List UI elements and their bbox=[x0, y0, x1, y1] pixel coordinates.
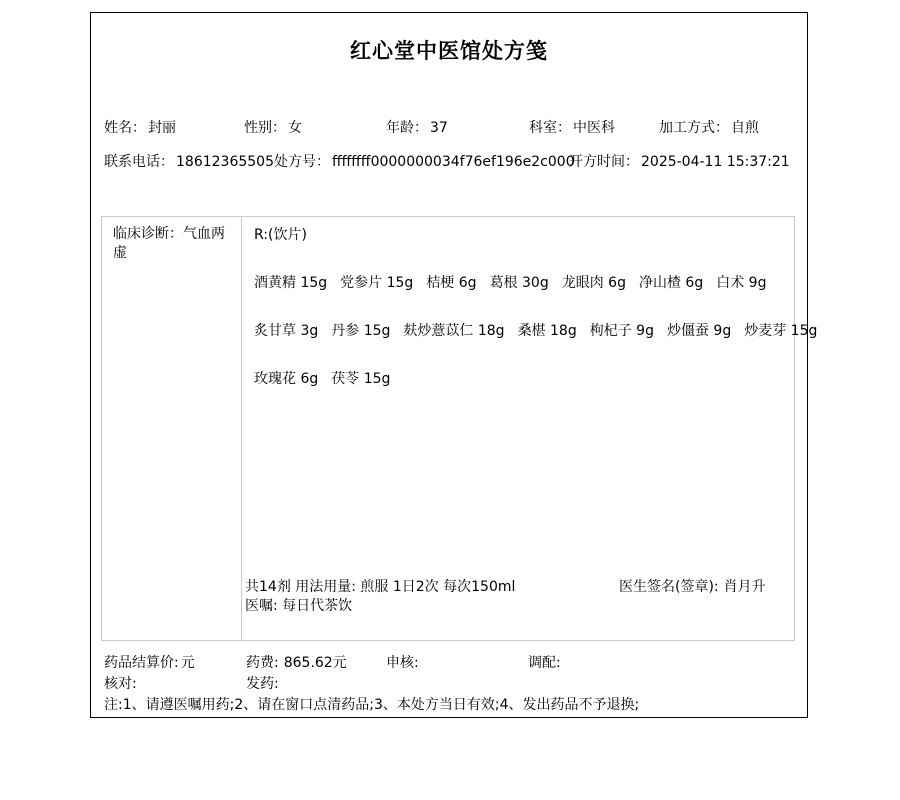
medicine-item: 炙甘草 3g bbox=[254, 323, 319, 339]
prescription-sheet bbox=[90, 12, 818, 718]
department-label: 科室： bbox=[529, 120, 571, 136]
prescription-number-value: ffffffff0000000034f76ef196e2c000 bbox=[332, 154, 575, 170]
contact-info-row bbox=[91, 151, 807, 169]
patient-age-label: 年龄： bbox=[386, 120, 428, 136]
usage-summary-line bbox=[245, 578, 788, 597]
check-field bbox=[104, 673, 139, 693]
diagnosis-cell bbox=[102, 217, 242, 640]
medicine-fee-label: 药费: bbox=[246, 655, 279, 671]
medicine-item: 玫瑰花 6g bbox=[254, 371, 319, 387]
issue-medicine-field bbox=[246, 673, 281, 693]
rx-medicine-lines bbox=[254, 273, 818, 389]
medicine-item: 丹参 15g bbox=[331, 323, 391, 339]
medicine-line bbox=[254, 369, 783, 389]
medicine-item: 麸炒薏苡仁 18g bbox=[403, 323, 505, 339]
dispense-label: 调配: bbox=[528, 655, 561, 671]
phone-value: 18612365505 bbox=[176, 154, 274, 170]
diagnosis-value: 气血两虚 bbox=[113, 226, 225, 261]
patient-age-value: 37 bbox=[430, 120, 448, 136]
rx-cell bbox=[243, 217, 818, 640]
patient-gender-field bbox=[244, 117, 302, 137]
settle-price-value: 元 bbox=[180, 655, 195, 671]
rx-header: R:(饮片) bbox=[254, 227, 307, 243]
patient-gender-label: 性别： bbox=[244, 120, 286, 136]
processing-method-value: 自煎 bbox=[731, 120, 759, 136]
patient-age-field bbox=[386, 117, 448, 137]
medicine-fee-field bbox=[246, 652, 347, 672]
dispense-field bbox=[528, 652, 563, 672]
patient-info-row bbox=[91, 117, 807, 135]
processing-method-label: 加工方式： bbox=[659, 120, 729, 136]
phone-label: 联系电话： bbox=[104, 154, 174, 170]
rx-bottom-block bbox=[245, 578, 788, 616]
issue-time-label: 开方时间： bbox=[569, 154, 639, 170]
footer-row-2 bbox=[91, 673, 807, 691]
medicine-item: 葛根 30g bbox=[489, 275, 549, 291]
medicine-item: 桑椹 18g bbox=[517, 323, 577, 339]
prescription-table bbox=[101, 216, 818, 641]
medicine-line bbox=[254, 321, 818, 341]
medicine-item: 党参片 15g bbox=[340, 275, 414, 291]
medicine-item: 茯苓 15g bbox=[331, 371, 391, 387]
doctor-signature-label: 医生签名(签章): bbox=[619, 579, 719, 595]
footer-note: 注:1、请遵医嘱用药;2、请在窗口点清药品;3、本处方当日有效;4、发出药品不予退换; bbox=[104, 697, 640, 713]
doctor-signature-field bbox=[619, 578, 766, 597]
patient-name-value: 封丽 bbox=[148, 120, 176, 136]
issue-time-field bbox=[569, 151, 790, 171]
medicine-item: 净山楂 6g bbox=[638, 275, 704, 291]
issue-time-value: 2025-04-11 15:37:21 bbox=[641, 154, 790, 170]
medicine-item: 炒麦芽 15g bbox=[744, 323, 818, 339]
doctor-signature-value: 肖月升 bbox=[723, 579, 766, 595]
diagnosis-label: 临床诊断： bbox=[113, 226, 183, 242]
patient-name-label: 姓名： bbox=[104, 120, 146, 136]
settle-price-label: 药品结算价: bbox=[104, 655, 179, 671]
medicine-item: 枸杞子 9g bbox=[589, 323, 654, 339]
department-field bbox=[529, 117, 615, 137]
processing-method-field bbox=[659, 117, 759, 137]
settle-price-field bbox=[104, 652, 195, 672]
check-label: 核对: bbox=[104, 676, 137, 692]
medicine-fee-value: 865.62元 bbox=[283, 655, 347, 671]
issue-medicine-label: 发药: bbox=[246, 676, 279, 692]
prescription-number-field bbox=[274, 151, 575, 171]
medicine-item: 龙眼肉 6g bbox=[561, 275, 626, 291]
medicine-item: 桔梗 6g bbox=[426, 275, 477, 291]
prescription-number-label: 处方号： bbox=[274, 154, 330, 170]
medicine-line bbox=[254, 273, 783, 293]
usage-summary: 共14剂 用法用量: 煎服 1日2次 每次150ml bbox=[245, 579, 516, 595]
page-title: 红心堂中医馆处方笺 bbox=[350, 39, 548, 63]
footer-row-1 bbox=[91, 652, 807, 670]
phone-field bbox=[104, 151, 274, 171]
medicine-item: 白术 9g bbox=[716, 275, 767, 291]
medicine-item: 炒僵蚕 9g bbox=[666, 323, 732, 339]
audit-field bbox=[386, 652, 421, 672]
medicine-item: 酒黄精 15g bbox=[254, 275, 328, 291]
patient-name-field bbox=[104, 117, 176, 137]
audit-label: 申核: bbox=[386, 655, 419, 671]
department-value: 中医科 bbox=[573, 120, 615, 136]
doctor-instruction: 医嘱: 每日代茶饮 bbox=[245, 598, 353, 614]
patient-gender-value: 女 bbox=[288, 120, 302, 136]
